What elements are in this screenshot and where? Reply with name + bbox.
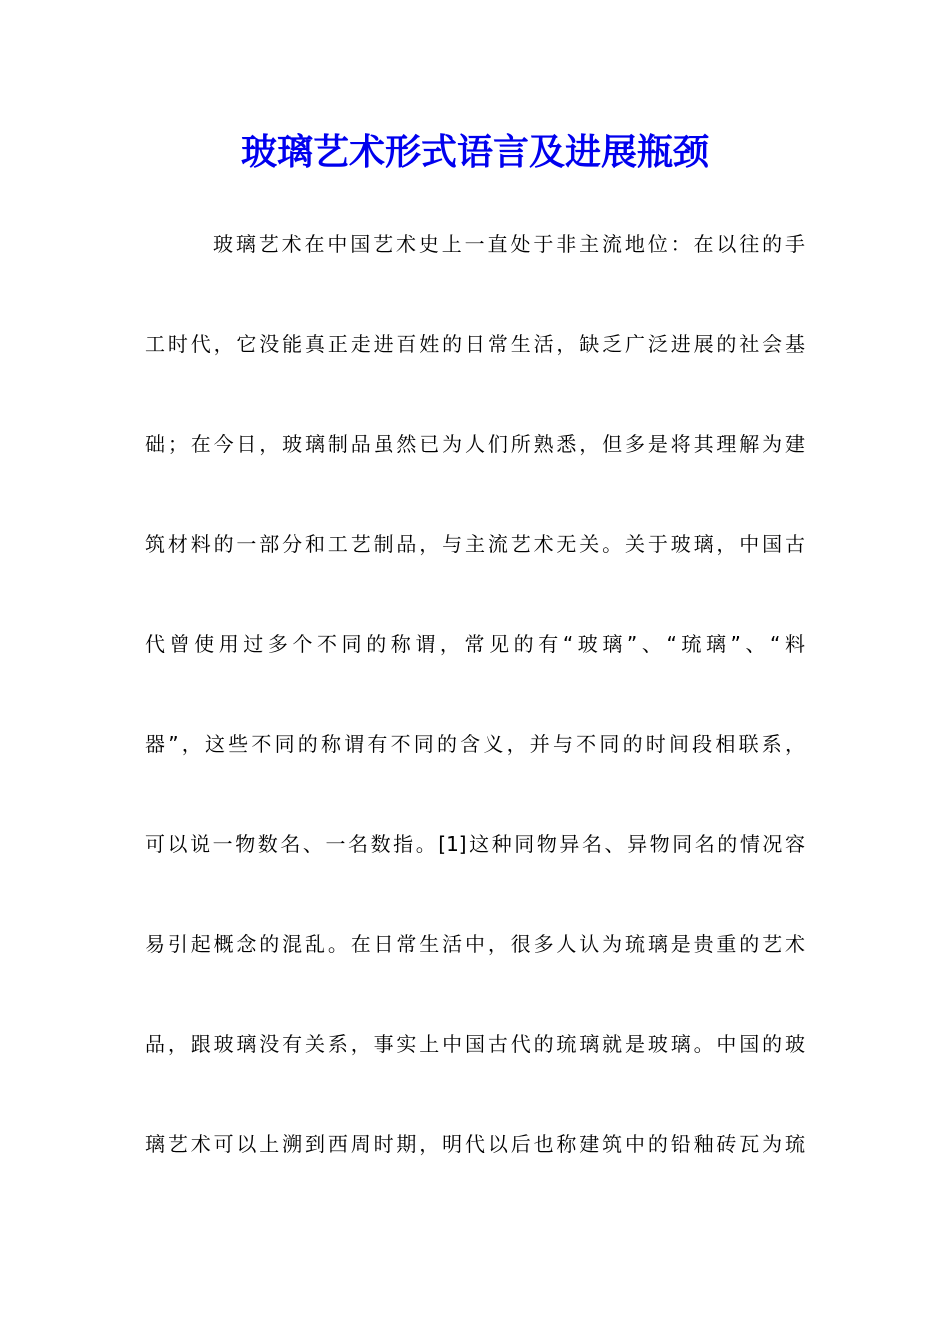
paragraph-line-4: 筑材料的一部分和工艺制品，与主流艺术无关。关于玻璃，中国古 (145, 532, 805, 556)
paragraph-line-9: 品，跟玻璃没有关系，事实上中国古代的琉璃就是玻璃。中国的玻 (145, 1032, 805, 1056)
paragraph-line-6: 器”，这些不同的称谓有不同的含义，并与不同的时间段相联系， (145, 732, 805, 756)
paragraph-line-2: 工时代，它没能真正走进百姓的日常生活，缺乏广泛进展的社会基 (145, 332, 805, 356)
paragraph-line-7: 可以说一物数名、一名数指。[1]这种同物异名、异物同名的情况容 (145, 832, 805, 856)
paragraph-line-8: 易引起概念的混乱。在日常生活中，很多人认为琉璃是贵重的艺术 (145, 932, 805, 956)
paragraph-line-10: 璃艺术可以上溯到西周时期，明代以后也称建筑中的铅釉砖瓦为琉 (145, 1132, 805, 1156)
paragraph-line-3: 础；在今日，玻璃制品虽然已为人们所熟悉，但多是将其理解为建 (145, 432, 805, 456)
document-title: 玻璃艺术形式语言及进展瓶颈 (240, 131, 709, 173)
body-paragraph (145, 219, 805, 1219)
paragraph-line-1: 玻璃艺术在中国艺术史上一直处于非主流地位：在以往的手 (213, 232, 805, 256)
paragraph-line-5: 代曾使用过多个不同的称谓，常见的有“玻璃”、“琉璃”、“料 (145, 632, 805, 656)
